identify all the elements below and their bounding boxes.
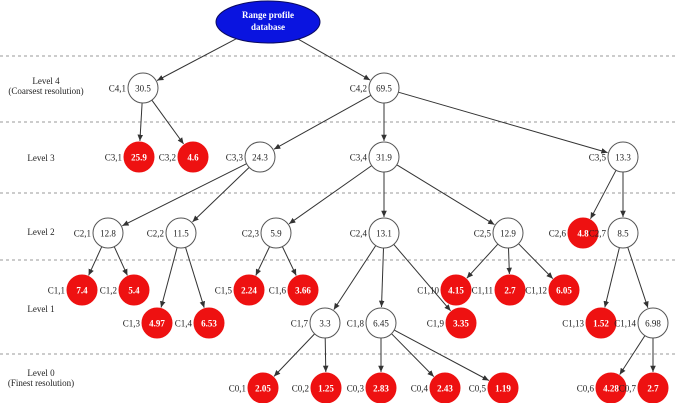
edge-C2-2-to-C1-3 xyxy=(161,248,177,308)
node-C1-5 xyxy=(215,275,264,305)
node-value: 1.19 xyxy=(495,383,511,394)
node-label: C3,2 xyxy=(158,152,176,163)
node-value: 12.8 xyxy=(100,228,116,239)
edge-C2-3-to-C1-6 xyxy=(282,247,296,276)
edge-C2-1-to-C1-2 xyxy=(114,247,127,276)
node-C1-12 xyxy=(525,275,579,305)
node-label: C0,1 xyxy=(228,383,246,394)
node-label: C1,4 xyxy=(174,318,192,329)
node-value: 4.28 xyxy=(603,383,619,394)
node-value: 24.3 xyxy=(252,152,268,163)
edge-C2-1-to-C1-1 xyxy=(89,247,102,276)
edge-C2-5-to-C1-11 xyxy=(509,248,510,274)
node-label: C0,6 xyxy=(576,383,594,394)
level-name: Level 2 xyxy=(27,227,55,237)
node-label: C1,7 xyxy=(290,318,308,329)
edge-C3-4-to-C2-5 xyxy=(397,165,495,225)
root-label-line2: database xyxy=(250,22,286,32)
node-value: 6.98 xyxy=(645,318,661,329)
node-label: C0,3 xyxy=(346,383,364,394)
node-C0-3 xyxy=(347,373,396,403)
edge-C2-7-to-C1-13 xyxy=(605,248,620,308)
node-C1-13 xyxy=(562,308,616,338)
node-label: C1,1 xyxy=(47,285,65,296)
node-label: C0,2 xyxy=(291,383,309,394)
node-value: 12.9 xyxy=(500,228,516,239)
node-C3-2 xyxy=(159,142,208,172)
node-C3-1 xyxy=(105,142,154,172)
node-C3-5 xyxy=(589,142,638,172)
root-database-node xyxy=(216,1,320,43)
level-label-4 xyxy=(0,76,92,96)
node-label: C1,5 xyxy=(214,285,232,296)
level-label-2 xyxy=(0,227,82,237)
node-C0-5 xyxy=(469,373,518,403)
level-name: Level 3 xyxy=(27,153,55,163)
level-name: Level 1 xyxy=(27,304,55,314)
edge-C1-7-to-C0-2 xyxy=(325,338,326,372)
node-label: C0,7 xyxy=(618,383,636,394)
level-label-1 xyxy=(0,304,82,314)
node-label: C2,4 xyxy=(349,228,367,239)
node-label: C1,10 xyxy=(417,285,439,296)
root-label-line1: Range profile xyxy=(241,10,295,20)
level-name: Level 4 xyxy=(32,76,60,86)
node-value: 2.7 xyxy=(647,383,659,394)
edge-root-to-C4-2 xyxy=(298,39,370,80)
node-label: C0,4 xyxy=(410,383,428,394)
edge-C1-7-to-C0-1 xyxy=(274,334,315,377)
node-label: C1,13 xyxy=(562,318,584,329)
node-C0-7 xyxy=(619,373,668,403)
node-C0-1 xyxy=(229,373,278,403)
node-C2-4 xyxy=(350,218,399,248)
node-value: 3.66 xyxy=(295,285,311,296)
node-C4-2 xyxy=(350,73,399,103)
edge-C2-2-to-C1-4 xyxy=(186,247,205,307)
node-C1-10 xyxy=(417,275,471,305)
level-label-0 xyxy=(0,368,82,388)
node-C2-5 xyxy=(474,218,523,248)
edge-C3-5-to-C2-6 xyxy=(591,170,617,219)
node-label: C2,2 xyxy=(146,228,164,239)
node-value: 13.1 xyxy=(376,228,392,239)
node-C1-7 xyxy=(291,308,340,338)
node-value: 11.5 xyxy=(173,228,189,239)
node-C1-8 xyxy=(347,308,396,338)
node-value: 69.5 xyxy=(376,83,392,94)
node-label: C1,9 xyxy=(426,318,444,329)
node-label: C4,1 xyxy=(108,83,126,94)
node-C2-7 xyxy=(589,218,638,248)
node-label: C3,5 xyxy=(588,152,606,163)
node-C1-14 xyxy=(614,308,668,338)
node-value: 3.35 xyxy=(453,318,469,329)
node-value: 6.53 xyxy=(201,318,217,329)
node-value: 30.5 xyxy=(135,83,151,94)
level-name: Level 0 xyxy=(27,368,55,378)
node-value: 2.43 xyxy=(437,383,453,394)
node-C1-3 xyxy=(123,308,172,338)
node-C2-2 xyxy=(147,218,196,248)
node-value: 31.9 xyxy=(376,152,392,163)
node-value: 4.8 xyxy=(577,228,589,239)
node-label: C1,12 xyxy=(525,285,547,296)
edge-root-to-C4-1 xyxy=(157,39,236,81)
node-label: C2,6 xyxy=(548,228,566,239)
node-value: 25.9 xyxy=(131,152,147,163)
node-C1-1 xyxy=(48,275,97,305)
node-value: 2.05 xyxy=(255,383,271,394)
node-C1-2 xyxy=(100,275,149,305)
node-value: 2.7 xyxy=(504,285,516,296)
node-label: C1,2 xyxy=(99,285,117,296)
node-value: 2.24 xyxy=(241,285,257,296)
node-C0-4 xyxy=(411,373,460,403)
node-value: 6.45 xyxy=(373,318,389,329)
level-resolution-note: (Finest resolution) xyxy=(7,378,75,388)
edge-C3-3-to-C2-1 xyxy=(122,164,246,226)
node-label: C4,2 xyxy=(349,83,367,94)
node-label: C1,3 xyxy=(122,318,140,329)
node-C0-2 xyxy=(292,373,341,403)
edge-C3-3-to-C2-2 xyxy=(193,167,250,222)
node-label: C3,1 xyxy=(104,152,122,163)
node-C3-4 xyxy=(350,142,399,172)
node-C1-4 xyxy=(175,308,224,338)
node-value: 2.83 xyxy=(373,383,389,394)
edge-C2-7-to-C1-14 xyxy=(628,247,648,308)
node-value: 5.4 xyxy=(128,285,140,296)
node-C1-6 xyxy=(269,275,318,305)
node-C1-11 xyxy=(472,275,525,305)
node-value: 7.4 xyxy=(76,285,88,296)
node-value: 13.3 xyxy=(615,152,631,163)
level-resolution-note: (Coarsest resolution) xyxy=(8,86,84,96)
level-label-3 xyxy=(0,153,82,163)
node-value: 6.05 xyxy=(556,285,572,296)
node-C2-3 xyxy=(242,218,291,248)
node-label: C2,3 xyxy=(241,228,259,239)
node-C3-3 xyxy=(226,142,275,172)
node-label: C2,7 xyxy=(588,228,606,239)
edge-C3-4-to-C2-3 xyxy=(289,166,372,224)
edge-C2-4-to-C1-7 xyxy=(334,246,376,310)
edge-C2-4-to-C1-8 xyxy=(382,248,384,307)
edge-C2-5-to-C1-12 xyxy=(519,244,553,279)
node-label: C3,4 xyxy=(349,152,367,163)
node-label: C1,11 xyxy=(471,285,493,296)
node-label: C1,8 xyxy=(346,318,364,329)
edge-C2-5-to-C1-10 xyxy=(467,244,498,278)
node-label: C3,3 xyxy=(225,152,243,163)
node-value: 5.9 xyxy=(270,228,282,239)
node-value: 3.3 xyxy=(319,318,331,329)
edge-C2-4-to-C1-9 xyxy=(394,244,451,310)
node-value: 4.97 xyxy=(149,318,165,329)
node-label: C2,1 xyxy=(73,228,91,239)
node-label: C1,6 xyxy=(268,285,286,296)
node-label: C0,5 xyxy=(468,383,486,394)
node-value: 4.15 xyxy=(448,285,464,296)
node-value: 4.6 xyxy=(187,152,199,163)
node-value: 1.25 xyxy=(318,383,334,394)
node-C1-9 xyxy=(427,308,476,338)
node-value: 1.52 xyxy=(593,318,609,329)
node-label: C1,14 xyxy=(614,318,636,329)
node-label: C2,5 xyxy=(473,228,491,239)
edge-C1-14-to-C0-6 xyxy=(620,336,645,375)
edge-C2-3-to-C1-5 xyxy=(256,247,270,276)
node-value: 8.5 xyxy=(617,228,629,239)
node-C4-1 xyxy=(109,73,158,103)
